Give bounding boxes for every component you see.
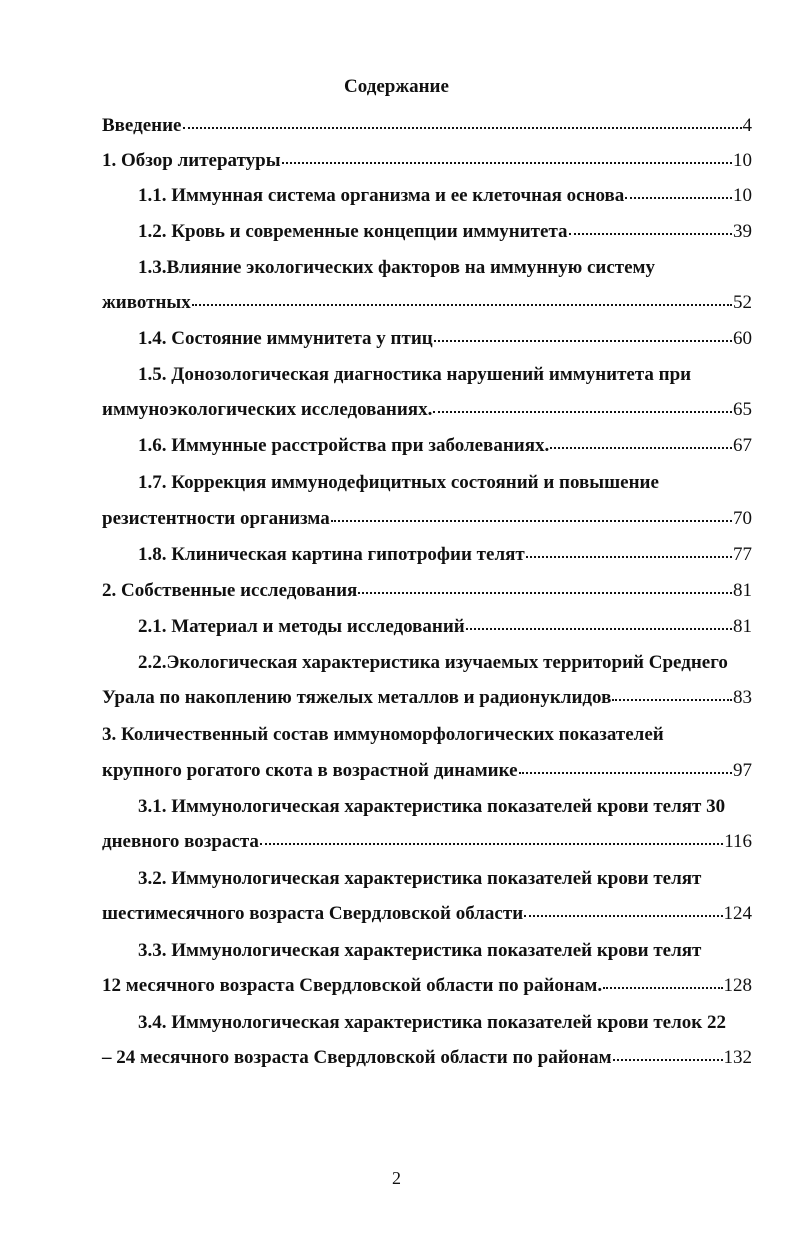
toc-entry-1-7-first-line: 1.7. Коррекция иммунодефицитных состояний и повышение: [138, 472, 659, 493]
toc-entry-2[interactable]: [102, 579, 752, 603]
leader-dots: [358, 586, 732, 594]
toc-entry-text: – 24 месячного возраста Свердловской области по районам: [102, 1047, 612, 1068]
toc-entry-3-2[interactable]: [102, 902, 752, 926]
leader-dots: [466, 622, 732, 630]
toc-entry-page: 116: [724, 831, 752, 852]
toc-entry-3-3-first-line: 3.3. Иммунологическая характеристика показателей крови телят: [138, 940, 702, 961]
toc-entry-3-4-first-line: 3.4. Иммунологическая характеристика показателей крови телок 22: [138, 1012, 726, 1033]
toc-entry-1-2[interactable]: [138, 220, 752, 244]
toc-entry-1-5[interactable]: [102, 398, 752, 422]
toc-entry-3[interactable]: [102, 759, 752, 783]
toc-entry-1-3[interactable]: [102, 291, 752, 315]
leader-dots: [613, 1053, 723, 1061]
toc-entry-text: 1.1. Иммунная система организма и ее клеточная основа: [138, 185, 625, 206]
toc-entry-page: 67: [733, 435, 752, 456]
toc-entry-page: 65: [733, 399, 752, 420]
toc-entry-page: 10: [733, 150, 752, 171]
toc-entry-3-1-first-line: 3.1. Иммунологическая характеристика показателей крови телят 30: [138, 796, 726, 817]
toc-entry-page: 10: [733, 185, 752, 206]
page-number: 2: [392, 1168, 401, 1188]
toc-entry-page: 128: [723, 975, 752, 996]
toc-entry-text: 1.8. Клиническая картина гипотрофии телят: [138, 544, 525, 565]
toc-entry-page: 77: [733, 544, 752, 565]
toc-entry-text: 1.6. Иммунные расстройства при заболеваниях.: [138, 435, 550, 456]
leader-dots: [524, 909, 722, 917]
leader-dots: [519, 766, 732, 774]
toc-entry-page: 60: [733, 328, 752, 349]
toc-entry-3-4[interactable]: [102, 1046, 752, 1070]
page-title: Содержание: [344, 76, 449, 97]
toc-entry-page: 39: [733, 221, 752, 242]
toc-entry-3-3[interactable]: [102, 974, 752, 998]
toc-entry-text: шестимесячного возраста Свердловской области: [102, 903, 524, 924]
toc-entry-page: 97: [733, 760, 752, 781]
toc-entry-text: 1.2. Кровь и современные концепции иммунитета: [138, 221, 568, 242]
leader-dots: [192, 298, 732, 306]
toc-entry-1-4[interactable]: [138, 327, 752, 351]
toc-entry-1-3-first-line: 1.3.Влияние экологических факторов на иммунную систему: [138, 257, 655, 278]
leader-dots: [183, 121, 742, 129]
toc-entry-page: 52: [733, 292, 752, 313]
toc-entry-page: 124: [723, 903, 752, 924]
toc-entry-3-first-line: 3. Количественный состав иммуноморфологических показателей: [102, 724, 664, 745]
toc-entry-page: 81: [733, 616, 752, 637]
toc-entry-1-6[interactable]: [138, 434, 752, 458]
leader-dots: [612, 693, 732, 701]
toc-entry-2-2[interactable]: [102, 686, 752, 710]
leader-dots: [260, 837, 723, 845]
toc-entry-page: 81: [733, 580, 752, 601]
toc-entry-page: 132: [723, 1047, 752, 1068]
toc-entry-text: животных: [102, 292, 191, 313]
toc-entry-page: 83: [733, 687, 752, 708]
toc-entry-text: Введение: [102, 115, 182, 136]
toc-entry-1-7[interactable]: [102, 507, 752, 531]
toc-entry-1-1[interactable]: [138, 184, 752, 208]
toc-entry-1[interactable]: [102, 149, 752, 173]
toc-entry-text: 12 месячного возраста Свердловской области по районам.: [102, 975, 603, 996]
leader-dots: [433, 405, 732, 413]
toc-entry-1-5-first-line: 1.5. Донозологическая диагностика нарушений иммунитета при: [138, 364, 692, 385]
leader-dots: [625, 191, 732, 199]
toc-entry-2-1[interactable]: [138, 615, 752, 639]
toc-entry-3-1[interactable]: [102, 830, 752, 854]
toc-entry-text: 1. Обзор литературы: [102, 150, 281, 171]
toc-entry-page: 70: [733, 508, 752, 529]
toc-entry-introduction[interactable]: [102, 114, 752, 138]
toc-entry-page: 4: [742, 115, 752, 136]
toc-entry-text: Урала по накоплению тяжелых металлов и радионуклидов: [102, 687, 612, 708]
toc-entry-1-8[interactable]: [138, 543, 752, 567]
leader-dots: [603, 981, 722, 989]
toc-entry-3-2-first-line: 3.2. Иммунологическая характеристика показателей крови телят: [138, 868, 702, 889]
toc-entry-text: дневного возраста: [102, 831, 259, 852]
toc-entry-text: иммуноэкологических исследованиях.: [102, 399, 433, 420]
toc-entry-text: 1.4. Состояние иммунитета у птиц: [138, 328, 433, 349]
leader-dots: [550, 441, 732, 449]
toc-entry-text: 2. Собственные исследования: [102, 580, 358, 601]
toc-entry-text: 2.1. Материал и методы исследований: [138, 616, 465, 637]
leader-dots: [434, 334, 732, 342]
leader-dots: [569, 227, 732, 235]
toc-entry-2-2-first-line: 2.2.Экологическая характеристика изучаемых территорий Среднего: [138, 652, 728, 673]
toc-entry-text: крупного рогатого скота в возрастной динамике: [102, 760, 518, 781]
toc-entry-text: резистентности организма: [102, 508, 330, 529]
leader-dots: [526, 550, 732, 558]
leader-dots: [331, 514, 732, 522]
leader-dots: [282, 156, 732, 164]
